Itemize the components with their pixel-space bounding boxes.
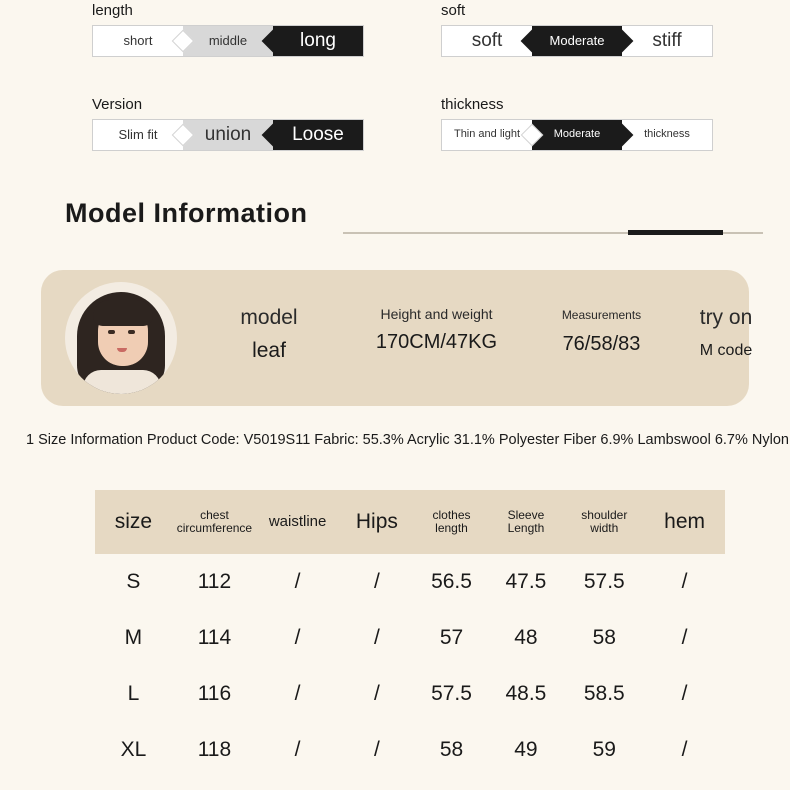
cell-clothes-length: 58 [439, 738, 464, 761]
slider-segment-label: Slim fit [118, 127, 158, 143]
slider-thickness[interactable] [441, 119, 713, 151]
cell-sleeve-length: 49 [514, 738, 538, 761]
model-card [41, 270, 753, 406]
slider-segment-moderate[interactable] [532, 26, 622, 56]
table-row [95, 722, 725, 778]
cell-waistline: / [294, 626, 301, 649]
avatar-fringe [93, 300, 153, 326]
slider-segment-loose[interactable] [273, 120, 363, 150]
cell-clothes-length: 56.5 [431, 570, 472, 593]
model-column-value: 170CM/47KG [375, 331, 498, 353]
cell-waistline: / [294, 682, 301, 705]
cell-sleeve-length: 48 [514, 626, 538, 649]
slider-segment-label: long [300, 30, 336, 52]
model-column-label: Height and weight [380, 306, 493, 322]
cell-chest: 114 [197, 626, 232, 649]
cell-hem: / [681, 570, 688, 593]
slider-segment-label: union [204, 124, 252, 146]
model-column-label: try on [699, 306, 753, 329]
cell-sleeve-length: 47.5 [505, 570, 547, 593]
cell-hem: / [681, 738, 688, 761]
cell-hem: / [681, 626, 688, 649]
cell-clothes-length: 57 [439, 626, 464, 649]
column-header-hem: hem [664, 510, 705, 534]
table-header-row [95, 490, 725, 554]
slider-segment-short[interactable] [93, 26, 183, 56]
cell-shoulder-width: 59 [592, 738, 616, 761]
column-header-clothes-length: clothes length [432, 507, 471, 535]
slider-soft[interactable] [441, 25, 713, 57]
column-header-size: size [114, 510, 153, 534]
table-row [95, 610, 725, 666]
slider-segment-moderate[interactable] [532, 120, 622, 150]
avatar [65, 282, 177, 394]
avatar-eye [128, 330, 135, 334]
cell-waistline: / [294, 570, 301, 593]
model-column-value: leaf [252, 339, 286, 362]
cell-shoulder-width: 57.5 [583, 570, 625, 593]
cell-hips: / [373, 570, 380, 593]
column-header-hips: Hips [355, 510, 398, 534]
cell-sleeve-length: 48.5 [505, 682, 547, 705]
cell-clothes-length: 57.5 [431, 682, 472, 705]
column-header-shoulder-width: shoulder width [581, 507, 628, 535]
table-row [95, 666, 725, 722]
cell-size: L [127, 682, 140, 705]
slider-segment-label: Moderate [553, 128, 601, 141]
slider-segment-thin-and-light[interactable] [442, 120, 532, 150]
slider-segment-long[interactable] [273, 26, 363, 56]
page-title: Model Information [65, 198, 308, 228]
model-column-try-on [661, 306, 790, 360]
cell-shoulder-width: 58 [592, 626, 616, 649]
size-table [95, 490, 725, 778]
column-header-sleeve-length: Sleeve Length [507, 507, 545, 535]
cell-size: XL [120, 738, 147, 761]
cell-chest: 112 [197, 570, 232, 593]
slider-segment-slim-fit[interactable] [93, 120, 183, 150]
column-header-waistline: waistline [268, 512, 327, 530]
attribute-group-soft [441, 2, 713, 57]
slider-segment-label: Moderate [549, 33, 605, 49]
cell-hem: / [681, 682, 688, 705]
slider-segment-label: Loose [292, 124, 344, 146]
table-row [95, 554, 725, 610]
model-column-model [199, 306, 339, 363]
cell-hips: / [373, 626, 380, 649]
slider-segment-soft[interactable] [442, 26, 532, 56]
header-divider-accent [628, 230, 723, 235]
slider-segment-label: stiff [652, 30, 682, 52]
slider-segment-union[interactable] [183, 120, 273, 150]
attribute-group-version [92, 96, 364, 151]
attribute-title-thickness: thickness [441, 96, 504, 113]
slider-length[interactable] [92, 25, 364, 57]
cell-hips: / [373, 738, 380, 761]
cell-size: M [124, 626, 143, 649]
model-column-label: model [240, 306, 298, 329]
slider-segment-middle[interactable] [183, 26, 273, 56]
slider-segment-label: middle [208, 33, 248, 49]
attribute-sliders [0, 0, 790, 178]
attribute-title-version: Version [92, 96, 143, 113]
attribute-title-soft: soft [441, 2, 466, 19]
attribute-group-thickness [441, 96, 713, 151]
column-header-chest-circumference: chest circumference [176, 507, 253, 535]
slider-segment-label: soft [471, 30, 503, 52]
slider-segment-label: short [123, 33, 153, 49]
model-column-measurements [519, 308, 684, 356]
cell-chest: 118 [197, 738, 232, 761]
attribute-group-length [92, 2, 364, 57]
cell-size: S [126, 570, 141, 593]
cell-shoulder-width: 58.5 [583, 682, 625, 705]
model-column-value: 76/58/83 [562, 333, 641, 355]
avatar-body [83, 370, 161, 394]
model-column-label: Measurements [561, 308, 642, 322]
slider-segment-label: thickness [644, 128, 690, 141]
avatar-eye [108, 330, 115, 334]
model-information-header [0, 198, 790, 248]
cell-waistline: / [294, 738, 301, 761]
slider-segment-thickness[interactable] [622, 120, 712, 150]
slider-version[interactable] [92, 119, 364, 151]
cell-chest: 116 [197, 682, 232, 705]
slider-segment-stiff[interactable] [622, 26, 712, 56]
cell-hips: / [373, 682, 380, 705]
model-column-value: M code [699, 342, 753, 359]
model-column-height-weight [329, 306, 544, 354]
slider-segment-label: Thin and light [453, 128, 521, 141]
size-information-text: 1 Size Information Product Code: V5019S11 Fabric: 55.3% Acrylic 31.1% Polyester Fiber 6.9% Lambswool 6.7% Nylon [26, 432, 789, 448]
attribute-title-length: length [92, 2, 133, 19]
